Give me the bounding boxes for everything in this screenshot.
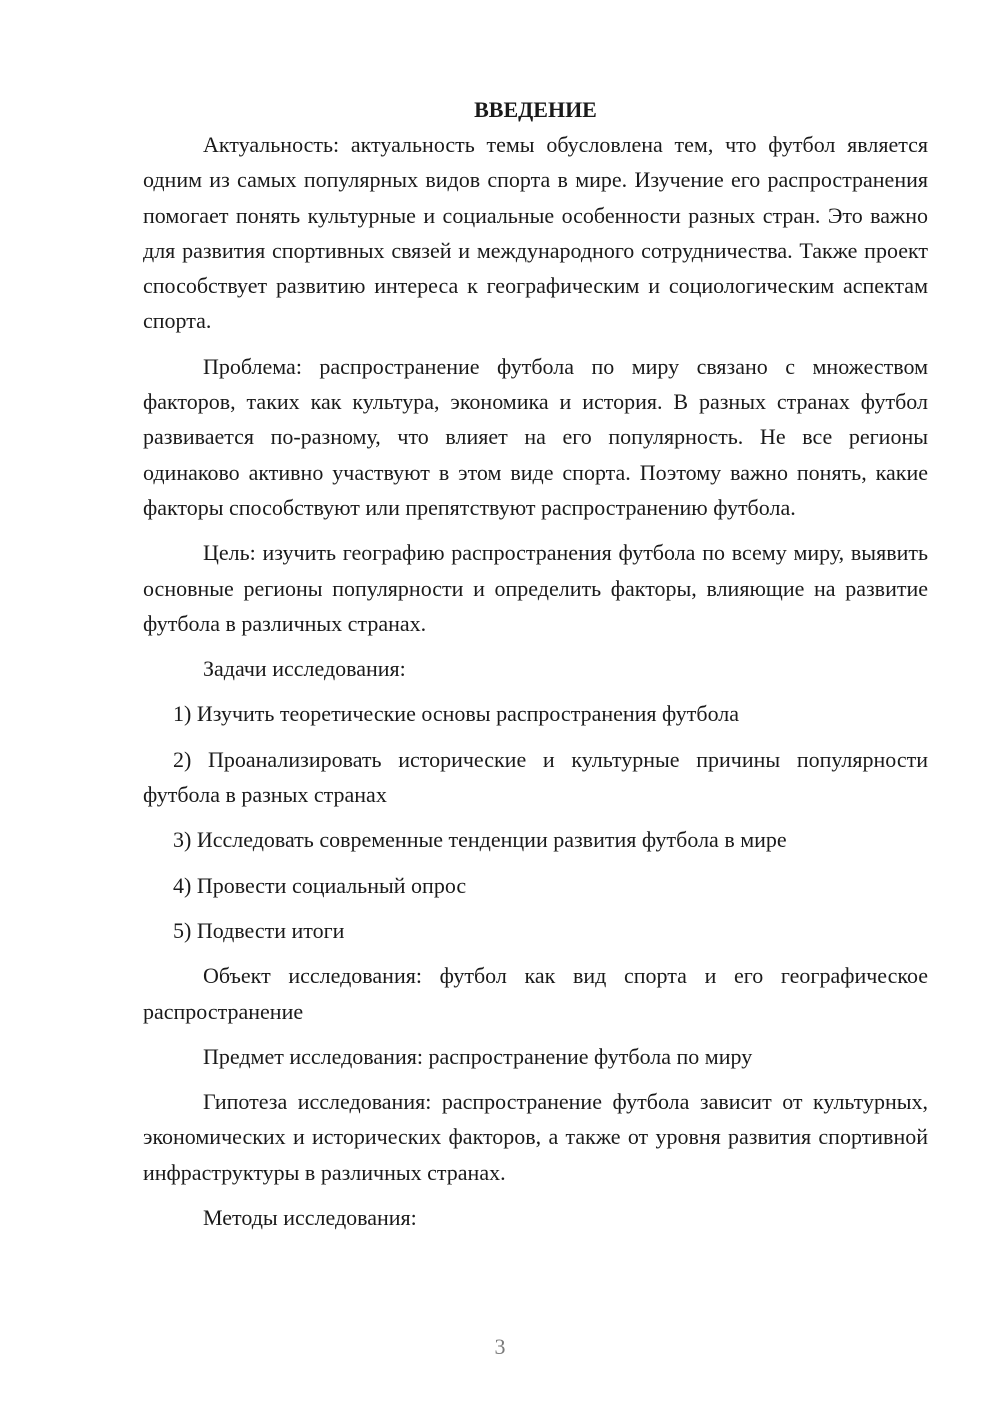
task-item-1: 1) Изучить теоретические основы распространения футбола xyxy=(173,701,740,727)
hypothesis-paragraph: Гипотеза исследования: распространение футбола зависит от культурных, экономических и исторических факторов, а также от уровня развития спортивной инфраструктуры в различных странах. xyxy=(143,1089,928,1185)
object-paragraph: Объект исследования: футбол как вид спорта и его географическое распространение xyxy=(143,963,928,1024)
methods-heading: Методы исследования: xyxy=(203,1205,417,1231)
relevance-paragraph: Актуальность: актуальность темы обусловлена тем, что футбол является одним из самых популярных видов спорта в мире. Изучение его распространения помогает понять культурные и социальные особенности разных стран. Это важно для развития спортивных связей и международного сотрудничества. Также проект способствует развитию интереса к географическим и социологическим аспектам спорта. xyxy=(143,132,928,334)
task-item-2: 2) Проанализировать исторические и культурные причины популярности футбола в разных странах xyxy=(143,746,928,808)
goal-paragraph: Цель: изучить географию распространения футбола по всему миру, выявить основные регионы популярности и определить факторы, влияющие на развитие футбола в различных странах. xyxy=(143,540,928,636)
page-number: 3 xyxy=(494,1334,506,1359)
task-item-5: 5) Подвести итоги xyxy=(173,917,345,943)
task-item-4: 4) Провести социальный опрос xyxy=(173,872,467,898)
page-title: ВВЕДЕНИЕ xyxy=(474,97,597,122)
page-content xyxy=(143,92,928,1235)
subject-paragraph: Предмет исследования: распространение футбола по миру xyxy=(203,1043,753,1069)
problem-paragraph: Проблема: распространение футбола по миру связано с множеством факторов, таких как культура, экономика и история. В разных странах футбол развивается по-разному, что влияет на его популярность. Не все регионы одинаково активно участвуют в этом виде спорта. Поэтому важно понять, какие факторы способствуют или препятствуют распространению футбола. xyxy=(143,353,928,520)
tasks-heading: Задачи исследования: xyxy=(203,656,406,682)
task-item-3: 3) Исследовать современные тенденции развития футбола в мире xyxy=(173,827,787,853)
